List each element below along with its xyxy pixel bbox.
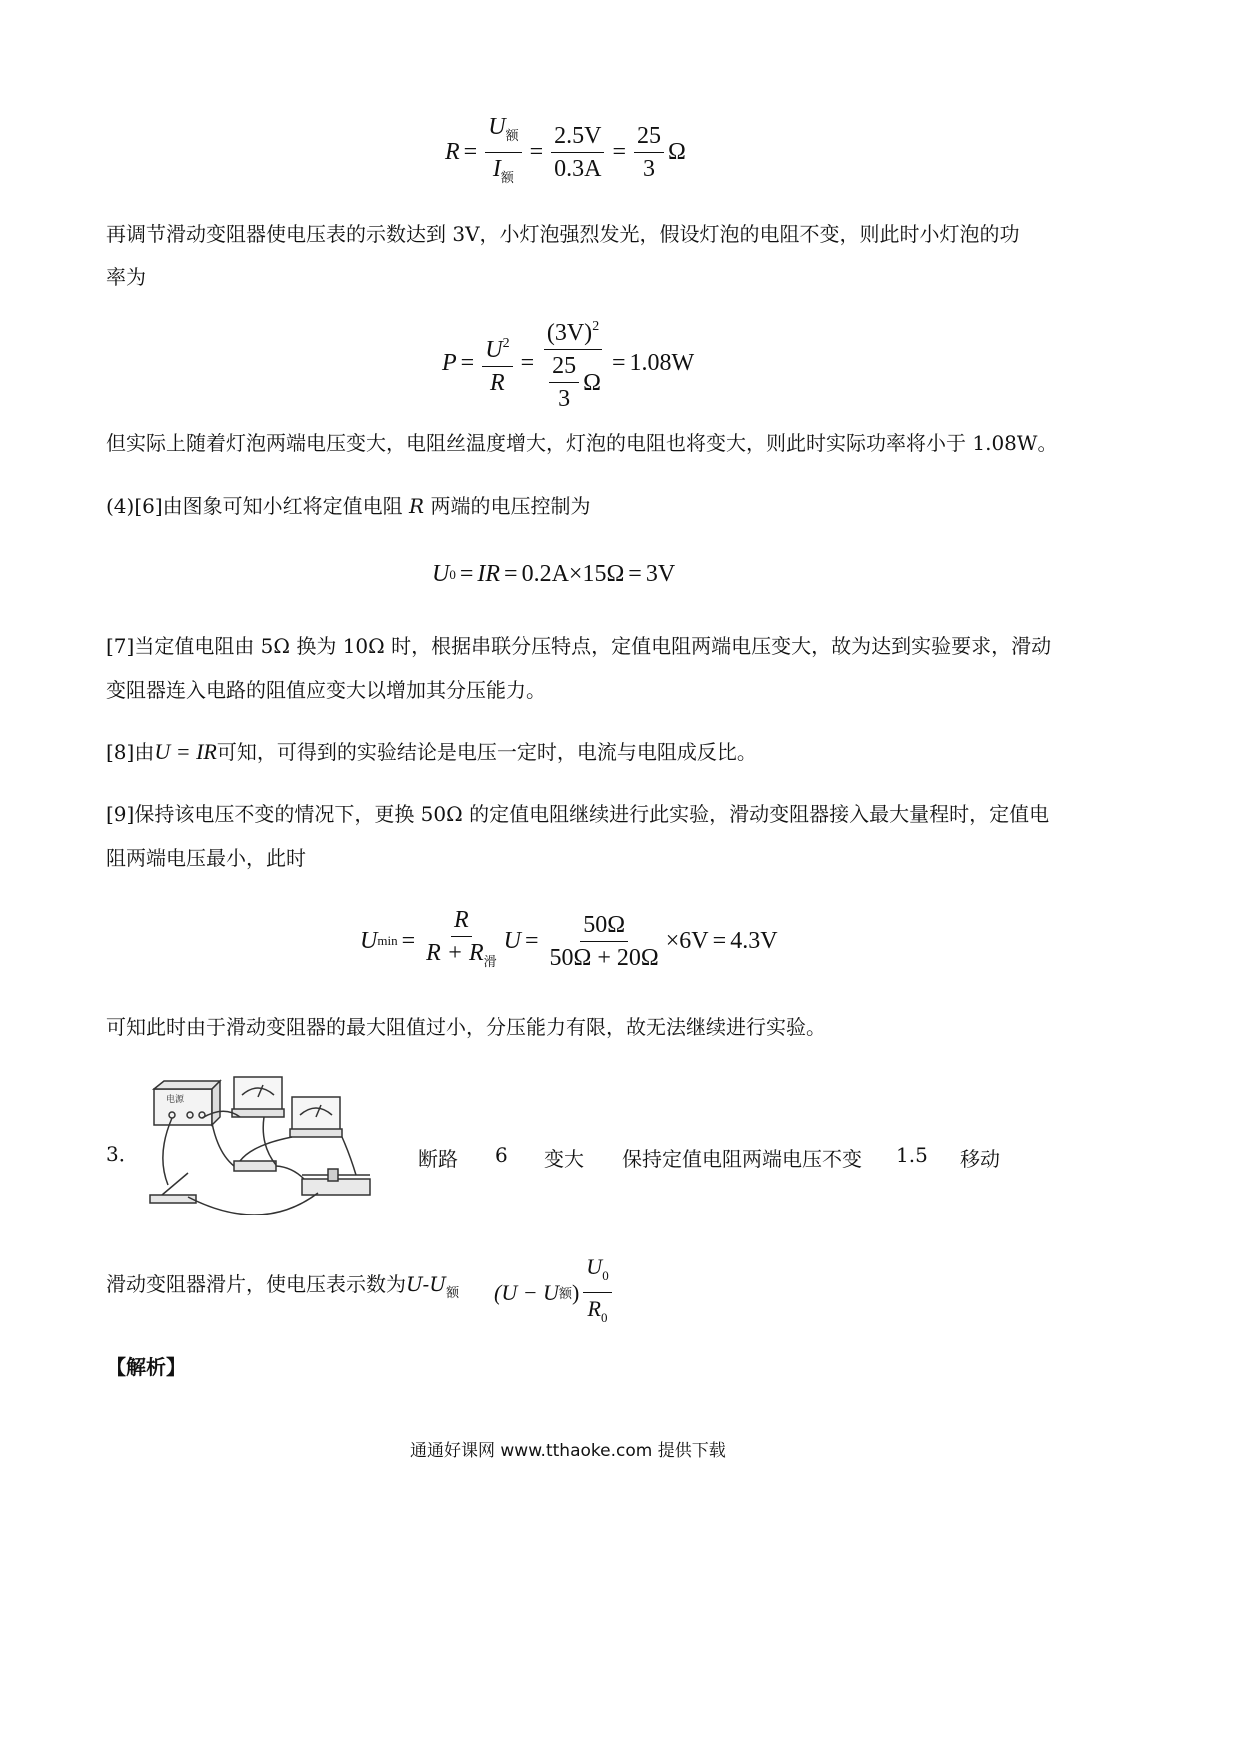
answer-6: 移动 xyxy=(960,1147,1000,1171)
paragraph-part9: [9]保持该电压不变的情况下，更换 50Ω 的定值电阻继续进行此实验，滑动变阻器接入最大量程时，定值电 xyxy=(106,802,1050,826)
svg-text:电源: 电源 xyxy=(166,1095,185,1105)
eq1-frac1: $\frac{U_额}{I_额}$ xyxy=(485,114,521,191)
paragraph-voltage-3v-line2: 率为 xyxy=(106,265,146,289)
page-footer: 通通好课网 www.tthaoke.com 提供下载 xyxy=(410,1441,726,1461)
paragraph-voltage-3v: 再调节滑动变阻器使电压表的示数达到 3V，小灯泡强烈发光，假设灯泡的电阻不变，则此时小灯泡的功 xyxy=(106,222,1020,246)
paragraph-conclusion: 可知此时由于滑动变阻器的最大阻值过小，分压能力有限，故无法继续进行实验。 xyxy=(106,1015,826,1039)
paragraph-part8: [8]由U = IR可知，可得到的实验结论是电压一定时，电流与电阻成反比。 xyxy=(106,739,757,764)
answer-formula: (U − U 额 ) $\frac{U_0}{R_0}$ xyxy=(494,1254,616,1331)
circuit-diagram xyxy=(142,1075,382,1215)
eq1-frac2: $\frac{2.5V}{0.3A}$ xyxy=(551,123,604,182)
answer-frac: $\frac{U_0}{R_0}$ xyxy=(583,1254,611,1331)
paragraph-part7: [7]当定值电阻由 5Ω 换为 10Ω 时，根据串联分压特点，定值电阻两端电压变大，故为达到实验要求，滑动 xyxy=(106,634,1052,658)
analysis-heading: 【解析】 xyxy=(106,1355,186,1379)
question-number: 3． xyxy=(106,1142,139,1166)
answer-5: 1.5 xyxy=(896,1143,928,1167)
eq2-inner-frac: $\frac{25}{3}$ xyxy=(549,353,579,412)
answer-line2: 滑动变阻器滑片，使电压表示数为$U-U_额$ xyxy=(106,1272,460,1301)
eq4-frac2: $\frac{50\Omega}{50\Omega + 20\Omega}$ xyxy=(549,911,659,971)
paragraph-part7-line2: 变阻器连入电路的阻值应变大以增加其分压能力。 xyxy=(106,678,546,702)
eq4-frac1: $\frac{R}{R + R_滑}$ xyxy=(426,907,497,969)
eq2-frac2: $(3V)^2$ $\frac{25}{3}$ Ω xyxy=(542,314,604,412)
equation-power: P = $\frac{U^2}{R}$ = $(3V)^2$ $\frac{25}{3}$ Ω = 1.08W xyxy=(442,314,694,412)
paragraph-part4: (4)[6]由图象可知小红将定值电阻 R 两端的电压控制为 xyxy=(106,494,591,518)
equation-resistance: R = $\frac{U_额}{I_额}$ = $\frac{2.5V}{0.3A}$ = $\frac{25}{3}$ Ω xyxy=(445,114,686,191)
equation-umin: U min = $\frac{R}{R + R_滑}$ U = $\frac{50\Omega}{50\Omega + 20\Omega}$ ×6V = 4.3V xyxy=(360,907,778,975)
paragraph-actual-power: 但实际上随着灯泡两端电压变大，电阻丝温度增大，灯泡的电阻也将变大，则此时实际功率将小于 1.08W。 xyxy=(106,431,1058,455)
answer-1: 断路 xyxy=(418,1147,458,1171)
paragraph-part9-line2: 阻两端电压最小，此时 xyxy=(106,846,306,870)
answer-2: 6 xyxy=(495,1143,508,1167)
eq2-frac1: $\frac{U^2}{R}$ xyxy=(482,331,512,396)
answer-3: 变大 xyxy=(544,1147,584,1171)
eq1-frac3: $\frac{25}{3}$ xyxy=(634,123,664,182)
answer-4: 保持定值电阻两端电压不变 xyxy=(622,1147,862,1171)
eq1-lhs: R xyxy=(445,139,460,165)
equation-u0: U 0 = IR = 0.2A×15Ω = 3V xyxy=(432,561,676,587)
